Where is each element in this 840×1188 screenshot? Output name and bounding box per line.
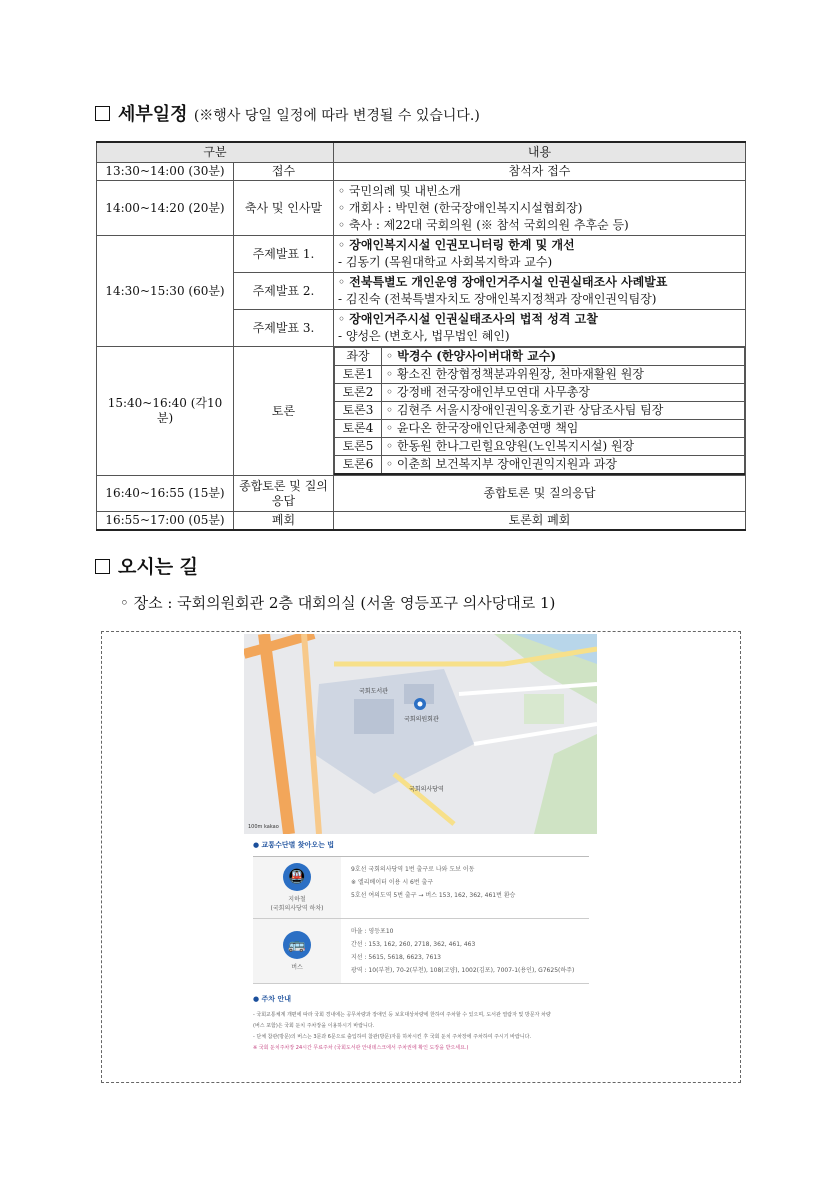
presentation-speaker: - 김동기 (목원대학교 사회복지학과 교수) (338, 255, 553, 269)
bus-line: 마을 : 영등포10 (351, 928, 394, 935)
map-label-lib: 국회도서관 (359, 688, 388, 695)
schedule-heading (95, 100, 480, 126)
map-label-station: 국회의사당역 (409, 786, 444, 793)
time-cell: 16:40~16:55 (15분) (97, 476, 234, 512)
time-cell: 15:40~16:40 (각10분) (97, 347, 234, 476)
discussion-label: 토론6 (335, 456, 382, 475)
time-cell: 14:30~15:30 (60분) (97, 236, 234, 347)
schedule-title: 세부일정 (118, 104, 188, 125)
discussion-text: ◦ 김현주 서울시장애인권익옹호기관 상담조사팀 팀장 (382, 402, 745, 420)
discussion-text: ◦ 박경수 (한양사이버대학 교수) (382, 348, 745, 366)
checkbox-icon (95, 559, 110, 574)
discussion-table (334, 347, 745, 475)
place-line: ◦ 장소 : 국회의원회관 2층 대회의실 (서울 영등포구 의사당대로 1) (120, 594, 556, 612)
presentation-speaker: - 김진숙 (전북특별자치도 장애인복지정책과 장애인권익팀장) (338, 292, 657, 306)
presentation-title: ◦ 장애인복지시설 인권모니터링 한계 및 개선 (338, 238, 575, 252)
discussion-row (335, 366, 745, 384)
bus-icon: 🚌 (283, 931, 311, 959)
type-cell: 접수 (234, 163, 334, 181)
content-cell: 종합토론 및 질의응답 (334, 476, 746, 512)
discussion-text: ◦ 이춘희 보건복지부 장애인권익지원과 과장 (382, 456, 745, 475)
transport-info (253, 840, 589, 1054)
discussion-label: 토론5 (335, 438, 382, 456)
checkbox-icon (95, 106, 110, 121)
discussion-label: 토론1 (335, 366, 382, 384)
parking-line: - 단체 참관(방문)의 버스는 3문과 6문으로 출입하여 참관(방문)자를 하차시킨 후 국회 둔치 주차장에 주차하여 주시기 바랍니다. (253, 1034, 532, 1040)
discussion-row (335, 402, 745, 420)
content-line: ◦ 국민의례 및 내빈소개 (338, 183, 461, 198)
table-row (97, 512, 746, 531)
discussion-row (335, 420, 745, 438)
header-content: 내용 (334, 142, 746, 163)
type-cell: 주제발표 3. (234, 310, 334, 347)
schedule-note: (※행사 당일 일정에 따라 변경될 수 있습니다.) (193, 108, 480, 124)
content-cell: 참석자 접수 (334, 163, 746, 181)
type-cell: 주제발표 2. (234, 273, 334, 310)
table-row (97, 476, 746, 512)
content-cell (334, 236, 746, 273)
content-line: ◦ 축사 : 제22대 국회의원 (※ 참석 국회의원 추후순 등) (338, 217, 629, 232)
content-cell (334, 181, 746, 236)
parking-line: (버스 포함)은 국회 둔치 주차장을 이용하시기 바랍니다. (253, 1023, 375, 1029)
parking-line: ※ 국회 둔치주차장 24시간 무료주차 (국회도서관 안내데스크에서 주차권에 확인 도장을 받으세요.) (253, 1045, 469, 1051)
parking-heading: ● 주차 안내 (253, 995, 292, 1003)
type-cell: 폐회 (234, 512, 334, 531)
table-row (97, 181, 746, 236)
subway-sub: (국회의사당역 하차) (270, 905, 324, 912)
table-header-row (97, 142, 746, 163)
discussion-row (335, 456, 745, 475)
subway-icon: 🚇 (283, 863, 311, 891)
content-cell (334, 273, 746, 310)
time-cell: 14:00~14:20 (20분) (97, 181, 234, 236)
discussion-text: ◦ 황소진 한장협정책분과위원장, 천마재활원 원장 (382, 366, 745, 384)
discussion-label: 토론2 (335, 384, 382, 402)
directions-heading (95, 552, 198, 579)
header-category: 구분 (97, 142, 334, 163)
transport-box (253, 856, 589, 984)
bus-cell (253, 919, 341, 983)
bus-row (253, 919, 589, 984)
content-cell (334, 310, 746, 347)
directions-title: 오시는 길 (118, 556, 199, 578)
subway-row (253, 857, 589, 919)
location-map[interactable] (244, 634, 597, 834)
map-scale: 100m kakao (248, 824, 279, 830)
content-line: ◦ 개회사 : 박민현 (한국장애인복지시설협회장) (338, 200, 583, 215)
table-row (97, 236, 746, 273)
presentation-speaker: - 양성은 (변호사, 법무법인 혜인) (338, 329, 510, 343)
content-cell (334, 347, 746, 476)
map-label-hall: 국회의원회관 (404, 716, 439, 723)
bus-line: 광역 : 10(부천), 70-2(부천), 108(고양), 1002(김포), 7007-1(용인), G7625(하주) (351, 967, 575, 974)
bus-line: 간선 : 153, 162, 260, 2718, 362, 461, 463 (351, 941, 476, 948)
discussion-text: ◦ 한동원 한나그린힐요양원(노인복지시설) 원장 (382, 438, 745, 456)
transport-title: 교통수단별 찾아오는 법 (261, 841, 335, 849)
parking-line: - 국회교통체계 개편에 따라 국회 경내에는 공무차량과 장애인 등 보호대상차량에 한하여 주차할 수 있으며, 도서관 열람자 및 방문자 차량 (253, 1012, 551, 1018)
bus-line: 지선 : 5615, 5618, 6623, 7613 (351, 954, 441, 961)
time-cell: 16:55~17:00 (05분) (97, 512, 234, 531)
discussion-text: ◦ 강정배 전국장애인부모연대 사무총장 (382, 384, 745, 402)
map-graphic (244, 634, 597, 834)
discussion-row (335, 384, 745, 402)
presentation-title: ◦ 장애인거주시설 인권실태조사의 법적 성격 고찰 (338, 312, 598, 326)
parking-title: 주차 안내 (261, 995, 292, 1003)
type-cell: 축사 및 인사말 (234, 181, 334, 236)
discussion-row (335, 348, 745, 366)
subway-cell (253, 857, 341, 918)
type-cell: 토론 (234, 347, 334, 476)
content-cell: 토론회 폐회 (334, 512, 746, 531)
type-cell: 주제발표 1. (234, 236, 334, 273)
subway-line: ※ 엘리베이터 이용 시 6번 출구 (351, 879, 434, 886)
subway-line: 9호선 국회의사당역 1번 출구로 나와 도보 이동 (351, 866, 475, 873)
subway-line: 5호선 여의도역 5번 출구 → 버스 153, 162, 362, 461번 환승 (351, 892, 516, 899)
transport-heading: ● 교통수단별 찾아오는 법 (253, 841, 335, 849)
table-row (97, 163, 746, 181)
type-cell: 종합토론 및 질의응답 (234, 476, 334, 512)
subway-label: 지하철 (288, 896, 306, 903)
schedule-table (96, 141, 746, 531)
presentation-title: ◦ 전북특별도 개인운영 장애인거주시설 인권실태조사 사례발표 (338, 275, 668, 289)
bus-label: 버스 (291, 964, 303, 971)
discussion-label: 토론3 (335, 402, 382, 420)
table-row (97, 347, 746, 476)
bus-details (341, 919, 584, 983)
discussion-text: ◦ 윤다온 한국장애인단체총연맹 책임 (382, 420, 745, 438)
subway-details (341, 857, 525, 918)
time-cell: 13:30~14:00 (30분) (97, 163, 234, 181)
discussion-label: 좌장 (335, 348, 382, 366)
discussion-label: 토론4 (335, 420, 382, 438)
discussion-row (335, 438, 745, 456)
parking-details (253, 1010, 589, 1054)
